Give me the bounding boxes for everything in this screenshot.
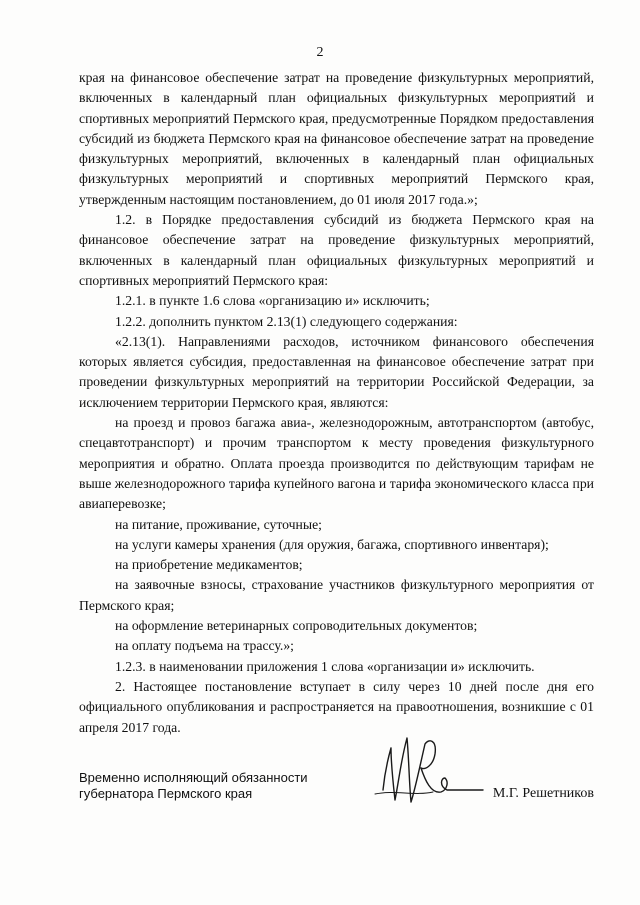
paragraph-1-2: 1.2. в Порядке предоставления субсидий из бюджета Пермского края на финансовое обеспечение затрат на проведение физкультурных мероприятий, включенных в календарный план официальных физкультурных мероприятий и спортивных мероприятий Пермского края: [79,212,594,288]
paragraph-continuation: края на финансовое обеспечение затрат на проведение физкультурных мероприятий, включенных в календарный план официальных физкультурных мероприятий и спортивных мероприятий Пермского края, предусмотренные Порядком предоставления субсидий из бюджета Пермского края на финансовое обеспечение затрат на проведение физкультурных мероприятий, включенных в календарный план официальных физкультурных мероприятий и спортивных мероприятий Пермского края, утвержденным настоящим постановлением, до 01 июля 2017 года.»; [79,70,594,207]
paragraph-1-2-2: 1.2.2. дополнить пунктом 2.13(1) следующего содержания: [115,313,458,329]
expense-item-travel: на проезд и провоз багажа авиа-, железнодорожным, автотранспортом (автобус, спецавтотранспорт) и прочим транспортом к месту проведения физкультурного мероприятия и обратно. Оплата проезда производится по действующим тарифам не выше железнодорожного тарифа купейного вагона и тарифа экономического класса при авиаперевозке; [79,415,594,512]
expense-item-storage: на услуги камеры хранения (для оружия, багажа, спортивного инвентаря); [115,536,549,552]
handwritten-signature [355,720,485,820]
signer-name: М.Г. Решетников [492,786,594,801]
paragraph-2-13-1: «2.13(1). Направлениями расходов, источником финансового обеспечения которых является субсидия, предоставленная на финансовое обеспечение затрат при проведении физкультурных мероприятий на территории Российской Федерации, за исключением территории Пермского края, являются: [79,333,594,410]
expense-item-lift: на оплату подъема на трассу.»; [115,638,294,654]
paragraph-1-2-1: 1.2.1. в пункте 1.6 слова «организацию и» исключить; [115,293,430,309]
page-number: 2 [316,45,324,60]
expense-item-medicine: на приобретение медикаментов; [115,557,303,573]
expense-item-fees: на заявочные взносы, страхование участников физкультурного мероприятия от Пермского края; [79,577,594,613]
expense-item-food: на питание, проживание, суточные; [115,516,322,532]
expense-item-vet-docs: на оформление ветеринарных сопроводительных документов; [115,618,478,634]
paragraph-2-effective-date: 2. Настоящее постановление вступает в силу через 10 дней после дня его официального опубликования и распространяется на правоотношения, возникшие с 01 апреля 2017 года. [79,678,594,735]
paragraph-1-2-3: 1.2.3. в наименовании приложения 1 слова «организации и» исключить. [115,658,535,674]
signer-position-line-2: губернатора Пермского края [79,786,253,801]
signer-position [79,770,308,802]
signer-position-line-1: Временно исполняющий обязанности [79,770,308,785]
decree-body-text [79,68,594,738]
